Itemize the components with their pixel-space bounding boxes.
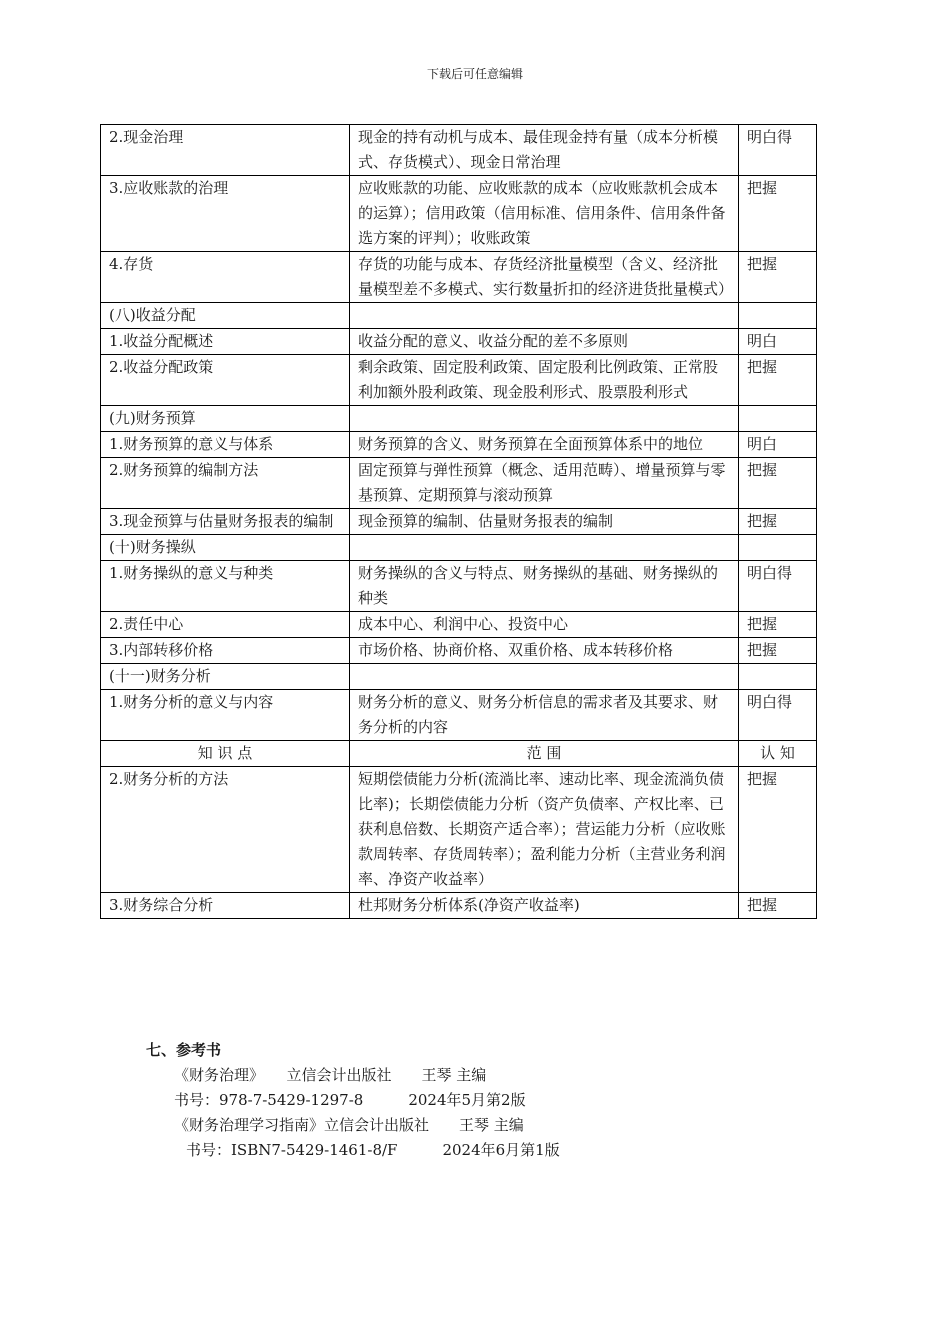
cognition-level-cell [739, 535, 817, 561]
scope-cell: 财务预算的含义、财务预算在全面预算体系中的地位 [350, 432, 739, 458]
section-row [101, 406, 817, 432]
knowledge-point-cell: 3.内部转移价格 [101, 638, 350, 664]
cognition-level-cell [739, 303, 817, 329]
scope-cell: 市场价格、协商价格、双重价格、成本转移价格 [350, 638, 739, 664]
scope-cell: 收益分配的意义、收益分配的差不多原则 [350, 329, 739, 355]
table-row [101, 767, 817, 893]
table-row [101, 612, 817, 638]
scope-cell: 财务操纵的含义与特点、财务操纵的基础、财务操纵的种类 [350, 561, 739, 612]
table-row [101, 252, 817, 303]
scope-cell: 短期偿债能力分析(流淌比率、速动比率、现金流淌负债比率)；长期偿债能力分析（资产负债率、产权比率、已获利息倍数、长期资产适合率）；营运能力分析（应收账款周转率、存货周转率）；盈利能力分析（主营业务利润率、净资产收益率） [350, 767, 739, 893]
knowledge-point-cell: (十)财务操纵 [101, 535, 350, 561]
scope-cell: 剩余政策、固定股利政策、固定股利比例政策、正常股利加额外股利政策、现金股利形式、股票股利形式 [350, 355, 739, 406]
cognition-level-cell: 明白得 [739, 125, 817, 176]
table-row [101, 176, 817, 252]
table-row [101, 690, 817, 741]
cognition-level-cell: 明白 [739, 432, 817, 458]
cognition-level-cell: 把握 [739, 176, 817, 252]
scope-cell: 现金的持有动机与成本、最佳现金持有量（成本分析模式、存货模式）、现金日常治理 [350, 125, 739, 176]
cognition-level-cell: 把握 [739, 509, 817, 535]
knowledge-point-cell: 1.财务预算的意义与体系 [101, 432, 350, 458]
cognition-level-cell: 把握 [739, 767, 817, 893]
reference-isbn-2: 书号：ISBN7-5429-1461-8/F 2024年6月第1版 [186, 1141, 560, 1159]
cognition-level-cell: 把握 [739, 893, 817, 919]
cognition-level-cell [739, 406, 817, 432]
table-row [101, 638, 817, 664]
knowledge-point-cell: 2.收益分配政策 [101, 355, 350, 406]
knowledge-point-cell: 1.财务操纵的意义与种类 [101, 561, 350, 612]
cognition-level-cell: 把握 [739, 252, 817, 303]
scope-cell [350, 406, 739, 432]
table-row [101, 509, 817, 535]
knowledge-point-cell: 3.现金预算与估量财务报表的编制 [101, 509, 350, 535]
scope-cell [350, 664, 739, 690]
table-row [101, 329, 817, 355]
cognition-level-cell: 把握 [739, 612, 817, 638]
table-row [101, 893, 817, 919]
knowledge-point-cell: (八)收益分配 [101, 303, 350, 329]
reference-book-2: 《财务治理学习指南》立信会计出版社 王琴 主编 [174, 1116, 524, 1134]
cognition-level-cell: 认 知 [739, 741, 817, 767]
knowledge-point-cell: 2.责任中心 [101, 612, 350, 638]
knowledge-point-cell: 4.存货 [101, 252, 350, 303]
cognition-level-cell: 把握 [739, 355, 817, 406]
scope-cell: 应收账款的功能、应收账款的成本（应收账款机会成本的运算）；信用政策（信用标准、信用条件、信用条件备选方案的评判）；收账政策 [350, 176, 739, 252]
knowledge-point-cell: (九)财务预算 [101, 406, 350, 432]
section-row [101, 535, 817, 561]
section-row [101, 303, 817, 329]
scope-cell: 固定预算与弹性预算（概念、适用范畴）、增量预算与零基预算、定期预算与滚动预算 [350, 458, 739, 509]
table-row [101, 561, 817, 612]
scope-cell [350, 535, 739, 561]
knowledge-point-cell: 2.财务预算的编制方法 [101, 458, 350, 509]
cognition-level-cell: 明白得 [739, 561, 817, 612]
cognition-level-cell: 明白 [739, 329, 817, 355]
knowledge-point-cell: 1.收益分配概述 [101, 329, 350, 355]
scope-cell [350, 303, 739, 329]
page-header: 下载后可任意编辑 [426, 67, 523, 81]
cognition-level-cell [739, 664, 817, 690]
knowledge-point-cell: 2.现金治理 [101, 125, 350, 176]
table-header-row [101, 741, 817, 767]
knowledge-point-cell: (十一)财务分析 [101, 664, 350, 690]
scope-cell: 现金预算的编制、估量财务报表的编制 [350, 509, 739, 535]
reference-book-1: 《财务治理》 立信会计出版社 王琴 主编 [174, 1066, 487, 1084]
section-row [101, 664, 817, 690]
knowledge-point-cell: 1.财务分析的意义与内容 [101, 690, 350, 741]
scope-cell: 杜邦财务分析体系(净资产收益率) [350, 893, 739, 919]
table-row [101, 355, 817, 406]
knowledge-point-cell: 3.应收账款的治理 [101, 176, 350, 252]
references-title: 七、参考书 [146, 1041, 222, 1059]
table-row [101, 432, 817, 458]
syllabus-table [100, 124, 817, 919]
cognition-level-cell: 把握 [739, 458, 817, 509]
scope-cell: 存货的功能与成本、存货经济批量模型（含义、经济批量模型差不多模式、实行数量折扣的经济进货批量模式） [350, 252, 739, 303]
cognition-level-cell: 把握 [739, 638, 817, 664]
knowledge-point-cell: 3.财务综合分析 [101, 893, 350, 919]
knowledge-point-cell: 知 识 点 [101, 741, 350, 767]
syllabus-table-body [101, 125, 817, 919]
knowledge-point-cell: 2.财务分析的方法 [101, 767, 350, 893]
scope-cell: 成本中心、利润中心、投资中心 [350, 612, 739, 638]
table-row [101, 458, 817, 509]
scope-cell: 财务分析的意义、财务分析信息的需求者及其要求、财务分析的内容 [350, 690, 739, 741]
cognition-level-cell: 明白得 [739, 690, 817, 741]
table-row [101, 125, 817, 176]
reference-isbn-1: 书号：978-7-5429-1297-8 2024年5月第2版 [174, 1091, 526, 1109]
scope-cell: 范 围 [350, 741, 739, 767]
